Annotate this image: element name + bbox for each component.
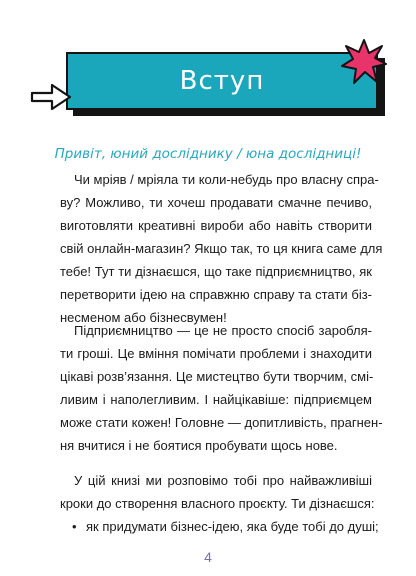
paragraph-line: Підприємництво — це не просто спосіб заробля-	[74, 323, 372, 338]
bullet-item: як придумати бізнес-ідею, яка буде тобі до душі;	[86, 519, 379, 534]
paragraph-line: цікаві розв’язання. Це мистецтво бути творчим, смі-	[60, 369, 374, 384]
paragraph-line: виготовляти креативні вироби або навіть створити	[60, 218, 372, 233]
page-number: 4	[204, 549, 212, 565]
paragraph-line: ня вчитися і не боятися пробувати щось нове.	[60, 438, 338, 453]
paragraph-3	[60, 469, 375, 515]
paragraph-line: може стати кожен! Головне — допитливість, прагнен-	[60, 415, 383, 430]
chapter-title: Вступ	[179, 66, 265, 96]
paragraph-line: несменом або бізнесвумен!	[60, 310, 227, 325]
pointer-arrow-icon	[30, 82, 74, 112]
greeting-heading: Привіт, юний досліднику / юна дослідниці!	[54, 146, 362, 162]
starburst-icon	[340, 38, 388, 86]
paragraph-1	[60, 168, 383, 329]
paragraph-2	[60, 319, 383, 457]
banner-box	[66, 52, 378, 110]
paragraph-line: ти гроші. Це вміння помічати проблеми і знаходити	[60, 346, 372, 361]
paragraph-line: кроки до створення власного проєкту. Ти дізнаєшся:	[60, 496, 375, 511]
paragraph-line: ливим і наполегливим. І найцікавіше: підприємцем	[60, 392, 372, 407]
paragraph-line: перетворити ідею на справжню справу та стати біз-	[60, 287, 372, 302]
paragraph-line: Чи мріяв / мріяла ти коли-небудь про власну спра-	[74, 172, 379, 187]
paragraph-line: ву? Можливо, ти хочеш продавати смачне печиво,	[60, 195, 372, 210]
paragraph-line: свій онлайн-магазин? Якщо так, то ця книга саме для	[60, 241, 383, 256]
bullet-marker: •	[72, 519, 77, 534]
chapter-banner	[0, 0, 416, 140]
paragraph-line: У цій книзі ми розповімо тобі про найважливіші	[74, 473, 372, 488]
paragraph-line: тебе! Тут ти дізнаєшся, що таке підприємництво, як	[60, 264, 372, 279]
